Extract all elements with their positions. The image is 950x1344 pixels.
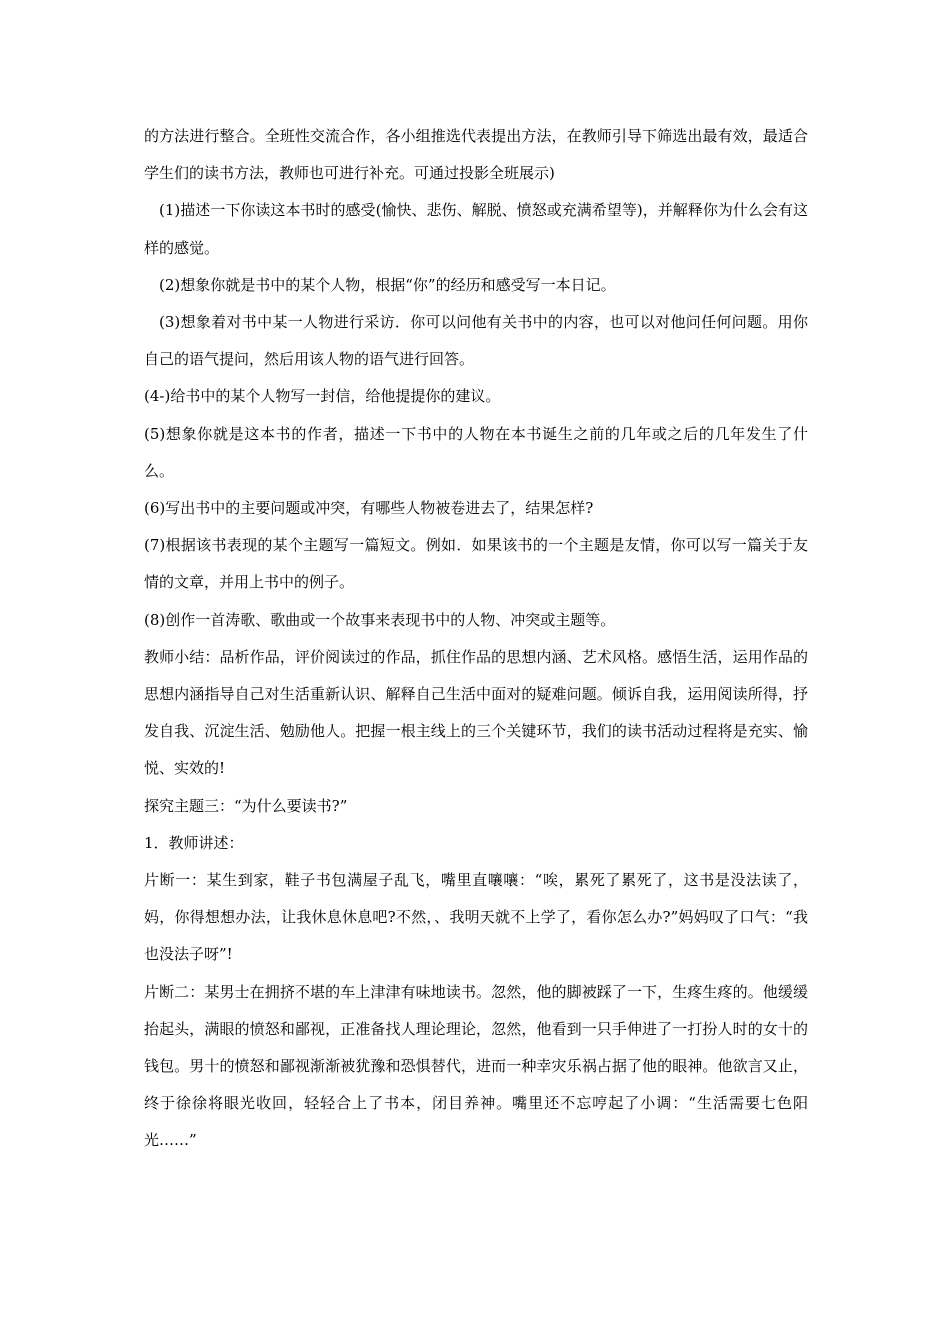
paragraph-item-3: (3)想象着对书中某一人物进行采访．你可以问他有关书中的内容，也可以对他问任何问题。用你自己的语气提问，然后用该人物的语气进行回答。 [144,313,808,369]
paragraph-item-5: (5)想象你就是这本书的作者，描述一下书中的人物在本书诞生之前的几年或之后的几年发生了什么。 [144,424,808,480]
paragraph-item-8: (8)创作一首涛歌、歌曲或一个故事来表现书中的人物、冲突或主题等。 [144,610,616,629]
paragraph-item-2: (2)想象你就是书中的某个人物，根据“你”的经历和感受写一本日记。 [159,275,616,294]
section-heading-topic-three: 探究主题三：“为什么要读书?” [144,796,348,815]
paragraph-method-intro: 的方法进行整合。全班性交流合作，各小组推选代表提出方法，在教师引导下筛选出最有效，最适合学生们的读书方法，教师也可进行补充。可通过投影全班展示) [144,127,808,183]
subheading-teacher-narration: 1．教师讲述： [144,833,244,852]
paragraph-fragment-two: 片断二：某男士在拥挤不堪的车上津津有味地读书。忽然，他的脚被踩了一下，生疼生疼的。他缓缓抬起头，满眼的愤怒和鄙视，正准备找人理论理论，忽然，他看到一只手伸进了一打扮人时的女十的钱包。男十的愤怒和鄙视渐渐被犹豫和恐惧替代，进而一种幸灾乐祸占据了他的眼神。他欲言又止，终于徐徐将眼光收回，轻轻合上了书本，闭目养神。嘴里还不忘哼起了小调：“生活需要七色阳光……” [144,982,808,1150]
document-body [144,118,808,1160]
paragraph-item-6: (6)写出书中的主要问题或冲突，有哪些人物被卷进去了，结果怎样? [144,499,594,518]
paragraph-item-4: (4-)给书中的某个人物写一封信，给他提提你的建议。 [144,387,501,406]
paragraph-item-7: (7)根据该书表现的某个主题写一篇短文。例如．如果该书的一个主题是友情，你可以写一篇关于友情的文章，并用上书中的例子。 [144,536,808,592]
paragraph-fragment-one: 片断一：某生到家，鞋子书包满屋子乱飞，嘴里直嚷嚷：“唉，累死了累死了，这书是没法读了，妈，你得想想办法，让我休息休息吧?不然，、我明天就不上学了，看你怎么办?”妈妈叹了口气：“我也没法子呀”! [144,871,808,964]
paragraph-item-1: (1)描述一下你读这本书时的感受(愉快、悲伤、解脱、愤怒或充满希望等)，并解释你为什么会有这样的感觉。 [144,201,808,257]
paragraph-teacher-summary: 教师小结：品析作品，评价阅读过的作品，抓住作品的思想内涵、艺术风格。感悟生活，运用作品的思想内涵指导自己对生活重新认识、解释自己生活中面对的疑难问题。倾诉自我，运用阅读所得，抒发自我、沉淀生活、勉励他人。把握一根主线上的三个关键环节，我们的读书活动过程将是充实、愉悦、实效的! [144,647,808,778]
